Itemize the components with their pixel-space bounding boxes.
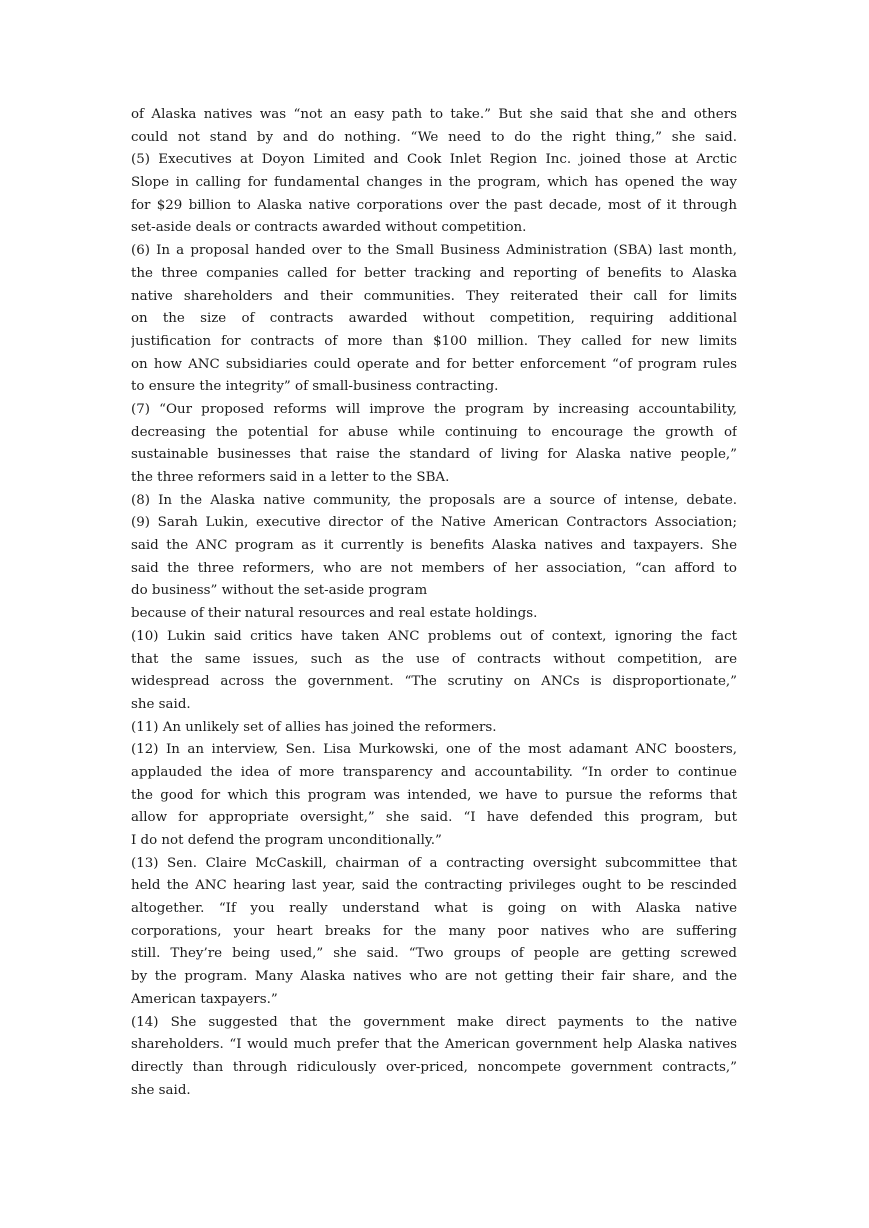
text-line: could not stand by and do nothing. “We need to do the right thing,” she said. — [131, 129, 737, 145]
text-line: (14) She suggested that the government make direct payments to the native — [131, 1014, 737, 1030]
text-line: (6) In a proposal handed over to the Small Business Administration (SBA) last month, — [131, 243, 737, 259]
text-line: said the ANC program as it currently is benefits Alaska natives and taxpayers. She — [131, 538, 737, 554]
article-body — [131, 104, 737, 1102]
text-line: Slope in calling for fundamental changes in the program, which has opened the way — [131, 175, 737, 191]
text-line: American taxpayers.” — [131, 991, 278, 1007]
text-line: for $29 billion to Alaska native corporations over the past decade, most of it through — [131, 197, 737, 213]
text-line: of Alaska natives was “not an easy path to take.” But she said that she and others — [131, 107, 737, 122]
text-line: (12) In an interview, Sen. Lisa Murkowski, one of the most adamant ANC boosters, — [131, 742, 737, 758]
text-line: the three companies called for better tracking and reporting of benefits to Alaska — [131, 265, 737, 281]
text-line: held the ANC hearing last year, said the contracting privileges ought to be rescinded — [131, 878, 737, 894]
text-line: (10) Lukin said critics have taken ANC problems out of context, ignoring the fact — [131, 628, 737, 644]
text-line: do business” without the set-aside program — [131, 583, 428, 599]
text-line: (11) An unlikely set of allies has joined the reformers. — [131, 719, 497, 735]
text-line: directly than through ridiculously over-priced, noncompete government contracts,” — [131, 1059, 737, 1075]
text-line: that the same issues, such as the use of contracts without competition, are — [131, 651, 737, 667]
text-line: because of their natural resources and real estate holdings. — [131, 606, 538, 622]
text-line: (9) Sarah Lukin, executive director of the Native American Contractors Association; — [131, 515, 737, 531]
text-line: native shareholders and their communities. They reiterated their call for limits — [131, 288, 737, 304]
text-line: the three reformers said in a letter to the SBA. — [131, 470, 450, 485]
text-line: sustainable businesses that raise the standard of living for Alaska native people,” — [131, 447, 737, 463]
text-line: she said. — [131, 1082, 191, 1098]
text-line: on how ANC subsidiaries could operate and for better enforcement “of program rules — [131, 356, 737, 372]
text-line: justification for contracts of more than $100 million. They called for new limits — [131, 333, 737, 349]
text-line: allow for appropriate oversight,” she said. “I have defended this program, but — [131, 810, 737, 826]
text-line: set-aside deals or contracts awarded without competition. — [131, 220, 527, 236]
text-line: to ensure the integrity” of small-business contracting. — [131, 379, 499, 395]
text-line: shareholders. “I would much prefer that the American government help Alaska natives — [131, 1037, 737, 1053]
text-line: on the size of contracts awarded without competition, requiring additional — [131, 311, 737, 327]
text-line: the good for which this program was intended, we have to pursue the reforms that — [131, 787, 737, 803]
text-line: still. They’re being used,” she said. “Two groups of people are getting screwed — [131, 946, 737, 962]
text-line: applauded the idea of more transparency and accountability. “In order to continue — [131, 764, 737, 780]
text-line: I do not defend the program unconditionally.” — [131, 833, 442, 848]
text-line: by the program. Many Alaska natives who are not getting their fair share, and the — [131, 969, 737, 985]
text-line: altogether. “If you really understand what is going on with Alaska native — [131, 901, 737, 917]
text-line: corporations, your heart breaks for the many poor natives who are suffering — [131, 923, 737, 939]
text-line: she said. — [131, 696, 191, 712]
text-line: widespread across the government. “The scrutiny on ANCs is disproportionate,” — [131, 674, 737, 690]
text-line: (7) “Our proposed reforms will improve the program by increasing accountability, — [131, 401, 737, 417]
text-line: decreasing the potential for abuse while continuing to encourage the growth of — [131, 424, 737, 440]
text-line: (5) Executives at Doyon Limited and Cook Inlet Region Inc. joined those at Arctic — [131, 152, 737, 168]
text-line: said the three reformers, who are not members of her association, “can afford to — [131, 560, 737, 576]
text-line: (13) Sen. Claire McCaskill, chairman of a contracting oversight subcommittee that — [131, 855, 737, 871]
text-line: (8) In the Alaska native community, the proposals are a source of intense, debate. — [131, 492, 737, 508]
